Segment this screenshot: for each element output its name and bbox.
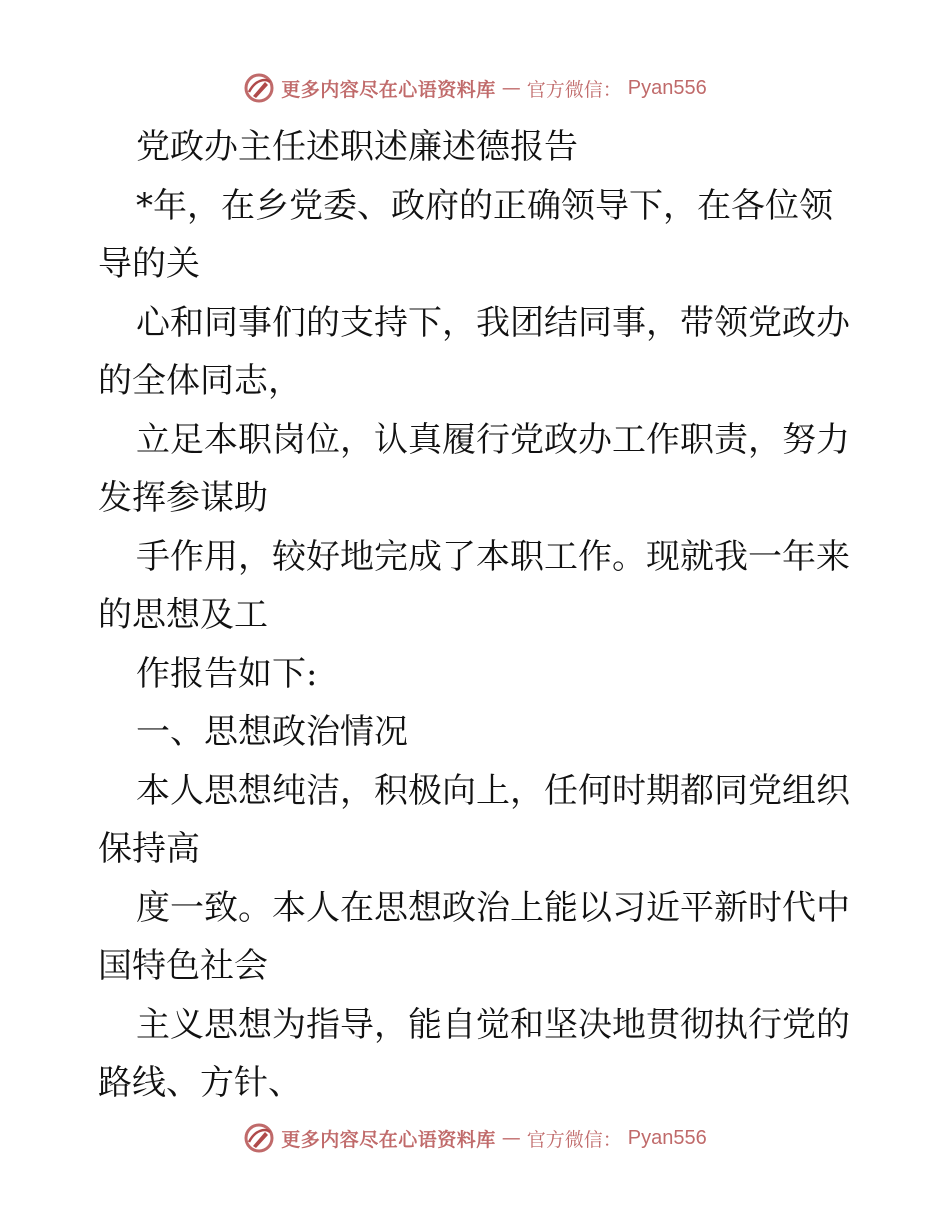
banner-separator: — (501, 77, 521, 99)
page-footer-banner (0, 1122, 950, 1154)
body-line: 导的关 (98, 244, 200, 284)
body-line: 立足本职岗位，认真履行党政办工作职责，努力 (136, 419, 850, 460)
document-body (98, 118, 858, 1113)
banner-wechat-label: 官方微信： (526, 78, 622, 101)
body-line: 国特色社会 (98, 946, 268, 986)
body-line: 心和同事们的支持下，我团结同事，带领党政办 (136, 302, 850, 343)
banner-site-text: 更多内容尽在心语资料库 (281, 1128, 496, 1151)
body-line: 作报告如下: (136, 653, 318, 694)
body-line: 的全体同志， (98, 361, 302, 401)
body-line: 发挥参谋助 (98, 478, 268, 518)
body-line: 本人思想纯洁，积极向上，任何时期都同党组织 (136, 770, 850, 811)
body-line: 主义思想为指导，能自觉和坚决地贯彻执行党的 (136, 1004, 850, 1045)
body-line: 保持高 (98, 829, 200, 869)
body-line: 的思想及工 (98, 595, 268, 635)
section-heading: 一、思想政治情况 (136, 712, 408, 752)
banner-wechat-id: Pyan556 (627, 76, 707, 99)
banner-site-text: 更多内容尽在心语资料库 (281, 78, 496, 101)
banner-wechat-id: Pyan556 (627, 1126, 707, 1149)
page-header-banner (0, 72, 950, 104)
banner-wechat-label: 官方微信： (526, 1128, 622, 1151)
document-title: 党政办主任述职述廉述德报告 (136, 127, 578, 167)
banner-separator: — (501, 1127, 521, 1149)
pen-swirl-logo-icon (243, 1122, 275, 1154)
body-line: *年，在乡党委、政府的正确领导下，在各位领 (136, 185, 833, 226)
body-line: 手作用，较好地完成了本职工作。现就我一年来 (136, 536, 850, 577)
body-line: 度一致。本人在思想政治上能以习近平新时代中 (136, 887, 850, 928)
pen-swirl-logo-icon (243, 72, 275, 104)
body-line: 路线、方针、 (98, 1063, 302, 1103)
